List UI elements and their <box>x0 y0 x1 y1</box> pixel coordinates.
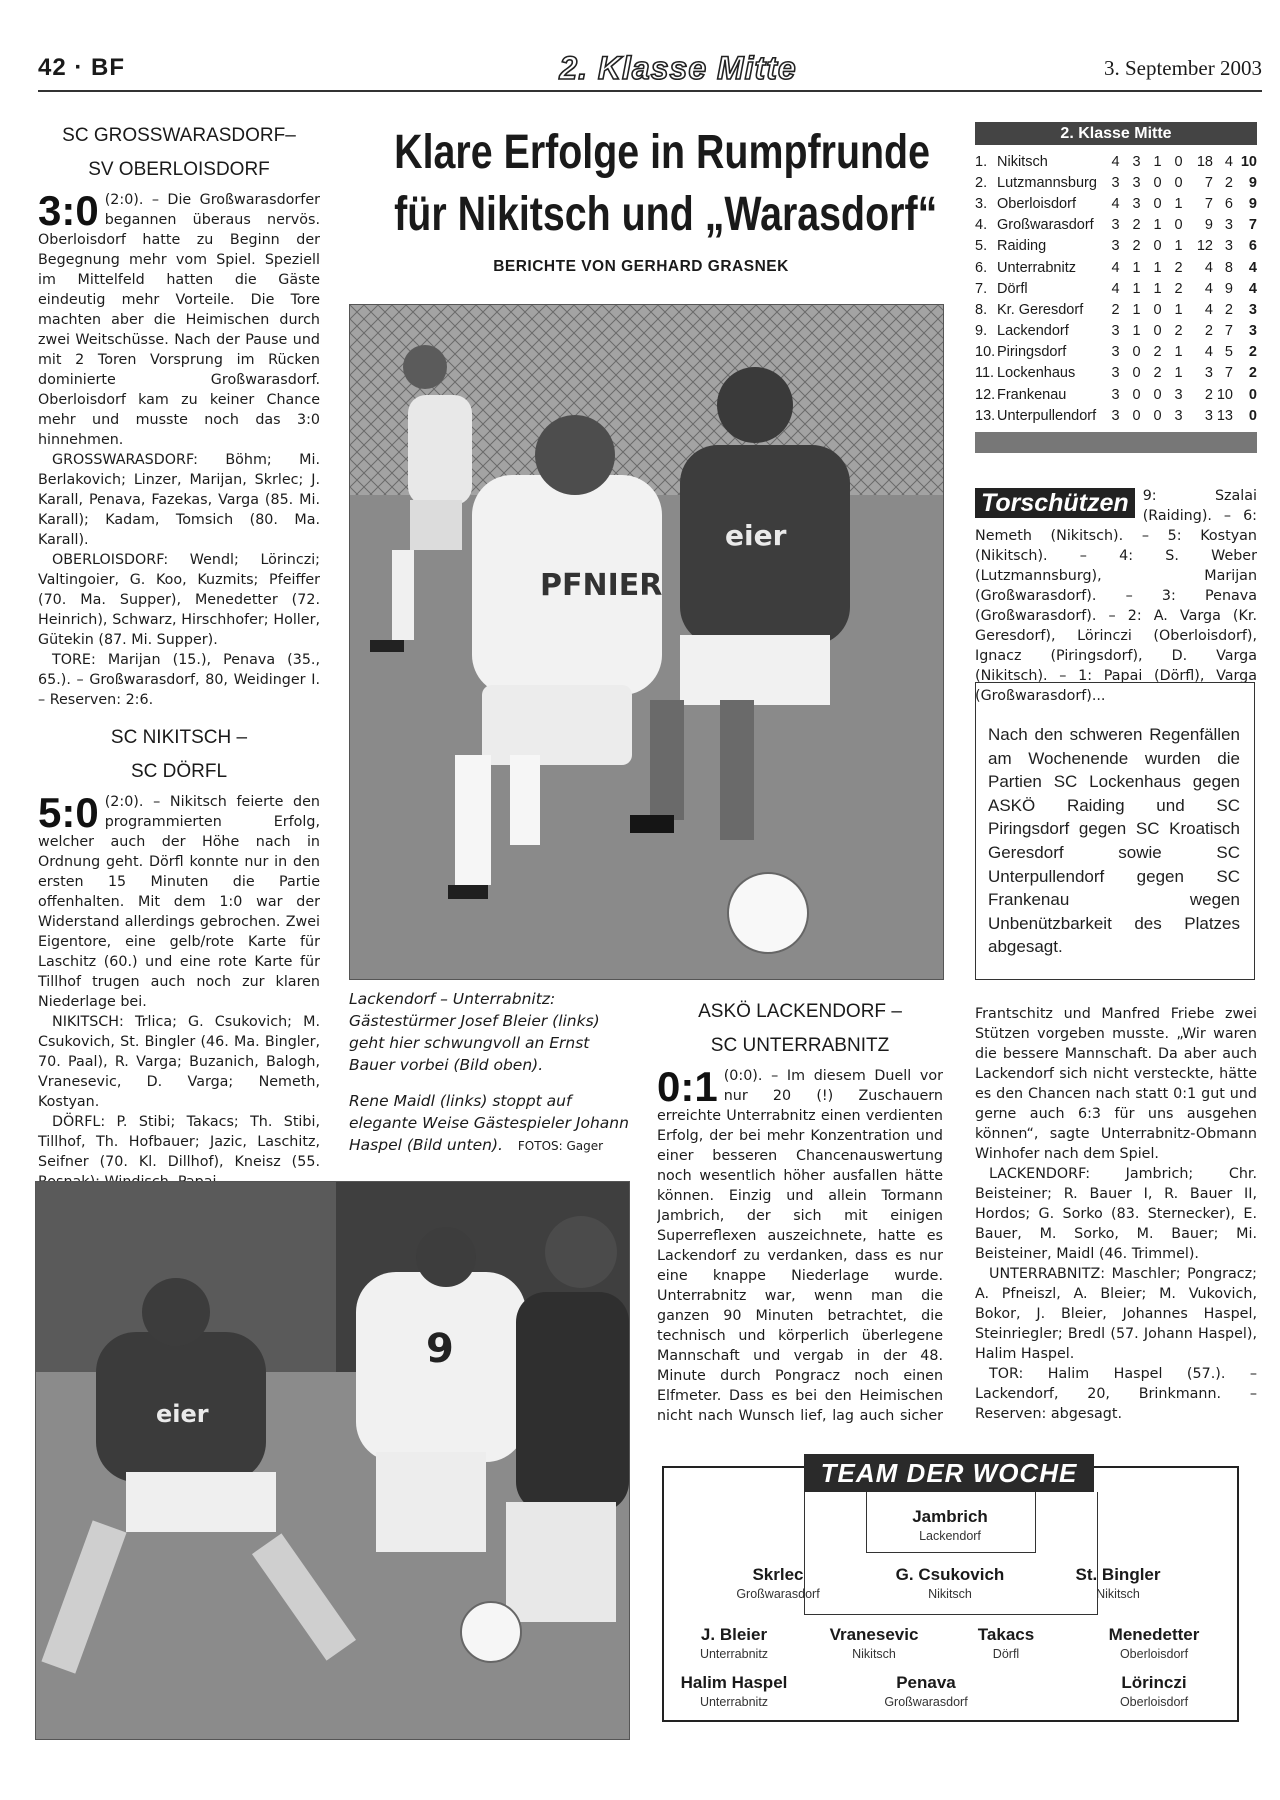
standings-played: 3 <box>1111 365 1120 382</box>
byline: BERICHTE VON GERHARD GRASNEK <box>493 258 789 275</box>
match2-heading-line2: SC DÖRFL <box>130 761 228 782</box>
standings-points: 6 <box>1248 238 1257 255</box>
standings-wins: 3 <box>1132 195 1141 212</box>
standings-goals-for: 2 <box>1204 386 1213 403</box>
standings-wins: 1 <box>1132 323 1141 340</box>
standings-team: Lockenhaus <box>997 365 1076 382</box>
photo-caption-top: Lackendorf – Unterrabnitz: Gästestürmer Josef Bleier (links) geht hier schwungvoll an Ernst Bauer vorbei (Bild oben). <box>349 990 600 1074</box>
match2-lineup-home: NIKITSCH: Trlica; G. Csukovich; M. Csukovich, St. Bingler (46. Ma. Bingler, 70. Paal), R. Varga; Buzanich, Balogh, Vranesevic, D. Varga; Nemeth, Kostyan. <box>38 1014 320 1110</box>
player-name: Takacs <box>977 1625 1035 1644</box>
player-name: Jambrich <box>912 1507 988 1526</box>
match1-lineup-away: OBERLOISDORF: Wendl; Lörinczi; Valtingoier, G. Koo, Kuzmits; Pfeiffer (70. Ma. Supper), Menedetter (72. Heinrich), Schwarz, Hirschhofer; Holler, Gütekin (87. Mi. Supper). <box>38 552 320 648</box>
standings-row <box>975 193 1257 214</box>
player-name: Vranesevic <box>829 1625 919 1644</box>
player-gk <box>880 1506 1020 1544</box>
standings-points: 3 <box>1248 323 1257 340</box>
player-fwd-3 <box>1084 1672 1224 1710</box>
standings-draws: 0 <box>1153 174 1162 191</box>
standings-losses: 0 <box>1174 217 1183 234</box>
match3-heading <box>657 998 943 1060</box>
standings-position: 11. <box>975 365 995 382</box>
player-club: Großwarasdorf <box>736 1587 820 1601</box>
scorers-title: Torschützen <box>975 488 1135 518</box>
standings-position: 1. <box>975 153 988 170</box>
page-label: 42 · BF <box>38 54 126 81</box>
standings-row <box>975 172 1257 193</box>
standings-wins: 1 <box>1132 301 1141 318</box>
standings-table <box>975 151 1257 426</box>
player-name: Penava <box>896 1673 956 1692</box>
standings-row <box>975 342 1257 363</box>
middle-column <box>657 998 943 1428</box>
standings-goals-for: 7 <box>1204 174 1213 191</box>
standings-points: 4 <box>1248 280 1257 297</box>
scorers-box <box>975 486 1257 706</box>
photo-top <box>349 304 944 980</box>
left-column <box>38 122 320 1272</box>
standings-losses: 3 <box>1174 386 1183 403</box>
match3-lineup-home: LACKENDORF: Jambrich; Chr. Beisteiner; R. Bauer I, R. Bauer II, Hordos; G. Sorko (83. Sternecker), E. Bauer, M. Sorko, M. Bauer; Mi. Beisteiner, Maidl (46. Trimmel). <box>975 1166 1257 1262</box>
match1-heading <box>38 122 320 184</box>
photo-bottom-illustration <box>36 1182 629 1739</box>
standings-losses: 3 <box>1174 407 1183 424</box>
standings-draws: 2 <box>1153 344 1162 361</box>
standings-row <box>975 363 1257 384</box>
standings-bottom-bar <box>975 432 1257 453</box>
scorers-text: 9: Szalai (Raiding). – 6: Nemeth (Nikitsch). – 5: Kostyan (Nikitsch). – 4: S. Weber (Lutzmannsburg), Marijan (Großwarasdorf). – 3: Penava (Großwarasdorf). – 2: A. Varga (Kr. Geresdorf), Lörinczi (Oberloisdorf), Ignacz (Piringsdorf), D. Varga (Nikitsch). – 1: Papai (Dörfl), Varga (Großwarasdorf)... <box>975 488 1257 704</box>
standings-goals-against: 2 <box>1224 174 1233 191</box>
match3-score: 0:1 <box>657 1066 718 1110</box>
standings-losses: 0 <box>1174 174 1183 191</box>
match3-goals: TOR: Halim Haspel (57.). – Lackendorf, 20, Brinkmann. – Reserven: abgesagt. <box>975 1366 1257 1422</box>
standings-goals-for: 3 <box>1204 365 1213 382</box>
standings-wins: 2 <box>1132 238 1141 255</box>
player-fwd-1 <box>664 1672 804 1710</box>
standings-points: 0 <box>1248 386 1257 403</box>
standings-goals-for: 4 <box>1204 280 1213 297</box>
standings-goals-for: 18 <box>1196 153 1213 170</box>
scorers-text-block <box>975 486 1257 706</box>
standings-losses: 2 <box>1174 323 1183 340</box>
standings-draws: 1 <box>1153 153 1162 170</box>
standings-wins: 1 <box>1132 280 1141 297</box>
player-club: Unterrabnitz <box>699 1695 769 1709</box>
standings-wins: 3 <box>1132 174 1141 191</box>
player-fwd-2 <box>856 1672 996 1710</box>
standings-losses: 1 <box>1174 365 1183 382</box>
standings-goals-against: 8 <box>1224 259 1233 276</box>
player-def-left <box>708 1564 848 1602</box>
standings-goals-against: 10 <box>1216 386 1233 403</box>
match1-heading-line1: SC GROSSWARASDORF– <box>62 125 296 146</box>
player-name: St. Bingler <box>1075 1565 1161 1584</box>
match3-report-text: (0:0). – Im diesem Duell vor nur 20 (!) Zuschauern erreichte Unterrabnitz einen verdienten Erfolg, der bei mehr Konzentration und einer besseren Chancenauswertung noch wesentlich höher ausfallen hätte können. Einzig und allein Tormann Jambrich, der sich mit einigen Superreflexen auszeichnete, hatte es Lackendorf zu verdanken, dass es nur eine knappe Niederlage wurde. Unterrabnitz war, wenn man die ganzen 90 Minuten betrachtet, die technisch und körperlich überlegene Mannschaft und vergab in der 48. Minute durch Pongracz noch einen Elfmeter. Dass es bei den Heimischen nicht nach Wunsch lief, lag auch sicher <box>657 1068 943 1424</box>
player-club: Dörfl <box>992 1647 1020 1661</box>
match3-report <box>657 1066 943 1428</box>
standings-position: 6. <box>975 259 988 276</box>
photo2-shirt-text: eier <box>156 1400 209 1428</box>
standings-team: Unterrabnitz <box>997 259 1076 276</box>
headline-line2: für Nikitsch und „Warasdorf“ <box>394 188 938 241</box>
team-of-week-title: TEAM DER WOCHE <box>804 1454 1094 1492</box>
match3-heading-line1: ASKÖ LACKENDORF – <box>698 1001 902 1022</box>
standings-goals-against: 6 <box>1224 195 1233 212</box>
player-def-right <box>1048 1564 1188 1602</box>
player-club: Großwarasdorf <box>884 1695 968 1709</box>
standings-losses: 1 <box>1174 195 1183 212</box>
standings-goals-against: 13 <box>1216 407 1233 424</box>
photo-caption-bottom <box>349 1090 631 1157</box>
match2-lineup-away: DÖRFL: P. Stibi; Takacs; Th. Stibi, Tillhof, Th. Hofbauer; Jazic, Laschitz, Seifner (70. Kl. Dillhof), Kneisz (55. <box>38 1114 320 1170</box>
standings-team: Nikitsch <box>997 153 1048 170</box>
player-club: Lackendorf <box>919 1529 981 1543</box>
standings-position: 10. <box>975 344 996 361</box>
standings-played: 3 <box>1111 217 1120 234</box>
standings-losses: 1 <box>1174 301 1183 318</box>
football <box>728 873 808 953</box>
standings-position: 9. <box>975 323 988 340</box>
player-name: Lörinczi <box>1121 1673 1187 1692</box>
football-2 <box>461 1602 521 1662</box>
standings-points: 9 <box>1248 195 1257 212</box>
standings-points: 0 <box>1248 407 1257 424</box>
standings-played: 3 <box>1111 344 1120 361</box>
photo-top-illustration <box>350 305 943 979</box>
standings-goals-against: 3 <box>1224 217 1233 234</box>
standings-position: 12. <box>975 386 996 403</box>
standings-points: 7 <box>1248 217 1257 234</box>
standings-played: 3 <box>1111 238 1120 255</box>
notice-box <box>975 682 1255 980</box>
standings-position: 2. <box>975 174 988 191</box>
match2-heading <box>38 724 320 786</box>
match2-report-text: (2:0). – Nikitsch feierte den programmierten Erfolg, welcher auch der Höhe nach in Ordnung geht. Dörfl konnte nur in den ersten 15 Minuten die Partie offenhalten. Mit dem 1:0 war der Widerstand allerdings gebrochen. Zwei Eigentore, eine gelb/rote Karte für Laschitz (60.) und eine rote Karte für Tillhof trugen auch noch zur klaren Niederlage bei. <box>38 794 320 1010</box>
player-name: Menedetter <box>1108 1625 1200 1644</box>
standings-losses: 2 <box>1174 259 1183 276</box>
standings-goals-against: 9 <box>1224 280 1233 297</box>
match1-heading-line2: SV OBERLOISDORF <box>88 159 270 180</box>
photo1-shirt-text-2: eier <box>725 519 787 552</box>
date: 3. September 2003 <box>1103 56 1262 80</box>
standings-team: Oberloisdorf <box>997 195 1076 212</box>
standings-title: 2. Klasse Mitte <box>975 122 1257 145</box>
standings-played: 3 <box>1111 407 1120 424</box>
photo-bottom <box>35 1181 630 1740</box>
standings-team: Frankenau <box>997 386 1067 403</box>
standings-goals-for: 3 <box>1204 407 1213 424</box>
standings-points: 10 <box>1240 153 1257 170</box>
standings-draws: 1 <box>1153 280 1162 297</box>
standings-points: 4 <box>1248 259 1257 276</box>
standings-goals-against: 7 <box>1224 365 1233 382</box>
player-name: Halim Haspel <box>680 1673 788 1692</box>
headline-line1: Klare Erfolge in Rumpfrunde <box>394 126 930 179</box>
standings-row <box>975 384 1257 405</box>
player-mid-2 <box>804 1624 944 1662</box>
standings-goals-for: 4 <box>1204 259 1213 276</box>
standings-wins: 0 <box>1132 386 1141 403</box>
standings-losses: 1 <box>1174 238 1183 255</box>
standings-points: 2 <box>1248 344 1257 361</box>
standings-position: 13. <box>975 407 996 424</box>
standings-position: 5. <box>975 238 988 255</box>
standings-wins: 0 <box>1132 344 1141 361</box>
photo-credit: FOTOS: Gager <box>517 1139 604 1153</box>
standings-points: 2 <box>1248 365 1257 382</box>
standings-wins: 3 <box>1132 153 1141 170</box>
standings-losses: 1 <box>1174 344 1183 361</box>
standings-goals-for: 2 <box>1204 323 1213 340</box>
match2-heading-line1: SC NIKITSCH – <box>110 727 248 748</box>
standings-box <box>975 122 1257 453</box>
standings-points: 3 <box>1248 301 1257 318</box>
standings-row <box>975 257 1257 278</box>
standings-draws: 0 <box>1153 407 1162 424</box>
match3-heading-line2: SC UNTERRABNITZ <box>710 1035 890 1056</box>
standings-losses: 2 <box>1174 280 1183 297</box>
standings-position: 4. <box>975 217 988 234</box>
standings-losses: 0 <box>1174 153 1183 170</box>
match3-lineup-away: UNTERRABNITZ: Maschler; Pongracz; A. Pfneiszl, A. Bleier; M. Vukovich, Bokor, J. Bleier, Johannes Haspel, Steinriegler; Bredl (57. Johann Haspel), Halim Haspel. <box>975 1266 1257 1362</box>
standings-goals-against: 3 <box>1224 238 1233 255</box>
standings-row <box>975 215 1257 236</box>
player-name: J. Bleier <box>700 1625 768 1644</box>
standings-team: Lackendorf <box>997 323 1069 340</box>
match1-score: 3:0 <box>38 187 99 234</box>
standings-draws: 1 <box>1153 259 1162 276</box>
standings-row <box>975 299 1257 320</box>
standings-team: Unterpullendorf <box>997 407 1097 424</box>
standings-goals-against: 7 <box>1224 323 1233 340</box>
standings-wins: 2 <box>1132 217 1141 234</box>
standings-played: 3 <box>1111 386 1120 403</box>
match1-report-text: (2:0). – Die Großwarasdorfer begannen überaus nervös. Oberloisdorf hatte zu Beginn der Begegnung mehr vom Spiel. Speziell im Mittelfeld hatten die Gäste eindeutig mehr Vorteile. Die Tore machten aber die Heimischen durch zwei Weitschüsse. Nach der Pause und mit 2 Toren Vorsprung im Rücken dominierte Großwarasdorf. Oberloisdorf kam zu keiner Chance mehr und musste noch das 3:0 hinnehmen. <box>38 192 320 448</box>
standings-draws: 0 <box>1153 386 1162 403</box>
standings-team: Kr. Geresdorf <box>997 301 1084 318</box>
player-mid-4 <box>1084 1624 1224 1662</box>
standings-position: 8. <box>975 301 988 318</box>
standings-wins: 0 <box>1132 407 1141 424</box>
standings-position: 3. <box>975 195 988 212</box>
player-club: Nikitsch <box>852 1647 896 1661</box>
page-header <box>38 48 1262 92</box>
standings-draws: 0 <box>1153 301 1162 318</box>
photo1-shirt-text: PFNIER <box>540 568 663 603</box>
standings-team: Dörfl <box>997 280 1028 297</box>
match2-score: 5:0 <box>38 789 99 836</box>
player-club: Unterrabnitz <box>699 1647 769 1661</box>
standings-goals-against: 5 <box>1224 344 1233 361</box>
standings-goals-for: 7 <box>1204 195 1213 212</box>
standings-played: 3 <box>1111 323 1120 340</box>
standings-draws: 0 <box>1153 195 1162 212</box>
standings-team: Piringsdorf <box>997 344 1067 361</box>
player-club: Oberloisdorf <box>1119 1647 1189 1661</box>
standings-team: Lutzmannsburg <box>997 174 1097 191</box>
standings-played: 4 <box>1111 195 1120 212</box>
standings-row <box>975 236 1257 257</box>
standings-played: 2 <box>1111 301 1120 318</box>
player-name: G. Csukovich <box>895 1565 1005 1584</box>
player-def-center <box>880 1564 1020 1602</box>
standings-row <box>975 151 1257 172</box>
player-name: Skrlec <box>752 1565 804 1584</box>
match3-continued <box>975 1004 1257 1424</box>
player-club: Oberloisdorf <box>1119 1695 1189 1709</box>
player-club: Nikitsch <box>928 1587 972 1601</box>
standings-goals-for: 4 <box>1204 344 1213 361</box>
standings-played: 4 <box>1111 280 1120 297</box>
match1-goals: TORE: Marijan (15.), Penava (35., 65.). – Großwarasdorf, 80, Weidinger I. – Reserven: 2:6. <box>38 652 320 708</box>
match1-lineup-home: GROSSWARASDORF: Böhm; Mi. Berlakovich; Linzer, Marijan, Skrlec; J. Karall, Penava, Fazekas, Varga (85. Mi. Karall); Kadam, Tomsich (80. Ma. Karall). <box>38 452 320 548</box>
standings-played: 3 <box>1111 174 1120 191</box>
standings-played: 4 <box>1111 153 1120 170</box>
photo-caption-bottom-text: Rene Maidl (links) stoppt auf elegante Weise Gästespieler Johann Haspel (Bild unten). <box>349 1092 629 1154</box>
standings-team: Raiding <box>997 238 1047 255</box>
player-mid-3 <box>936 1624 1076 1662</box>
standings-goals-against: 4 <box>1224 153 1233 170</box>
section-title: 2. Klasse Mitte <box>559 50 797 86</box>
standings-draws: 0 <box>1153 323 1162 340</box>
standings-goals-for: 12 <box>1196 238 1213 255</box>
player-club: Nikitsch <box>1096 1587 1140 1601</box>
standings-draws: 1 <box>1153 217 1162 234</box>
standings-goals-for: 9 <box>1204 217 1213 234</box>
standings-row <box>975 405 1257 426</box>
photo2-shirt-number: 9 <box>426 1326 454 1372</box>
standings-row <box>975 321 1257 342</box>
standings-position: 7. <box>975 280 988 297</box>
standings-played: 4 <box>1111 259 1120 276</box>
standings-goals-for: 4 <box>1204 301 1213 318</box>
standings-points: 9 <box>1248 174 1257 191</box>
standings-goals-against: 2 <box>1224 301 1233 318</box>
standings-row <box>975 278 1257 299</box>
headline <box>340 122 942 276</box>
standings-wins: 0 <box>1132 365 1141 382</box>
notice-text: Nach den schweren Regenfällen am Wochenende wurden die Partien SC Lockenhaus gegen ASKÖ Raiding und SC Piringsdorf gegen SC Kroatisch Geresdorf sowie SC Unterpullendorf gegen SC Frankenau wegen Unbenützbarkeit des Platzes abgesagt. <box>988 725 1240 957</box>
team-of-week <box>662 1458 1239 1722</box>
photo-caption <box>349 988 631 1157</box>
standings-draws: 2 <box>1153 365 1162 382</box>
match3-report-continued: Frantschitz und Manfred Friebe zwei Stützen vorgeben musste. „Wir waren die bessere Mannschaft. Da aber auch Lackendorf sich nicht versteckte, hätte es den Chancen nach statt 0:1 gut und gerne auch 6:3 für uns ausgehen können“, sagte Unterrabnitz-Obmann Winhofer nach dem Spiel. <box>975 1006 1257 1162</box>
match1-report <box>38 187 320 710</box>
standings-draws: 0 <box>1153 238 1162 255</box>
standings-team: Großwarasdorf <box>997 217 1094 234</box>
player-mid-1 <box>664 1624 804 1662</box>
standings-wins: 1 <box>1132 259 1141 276</box>
